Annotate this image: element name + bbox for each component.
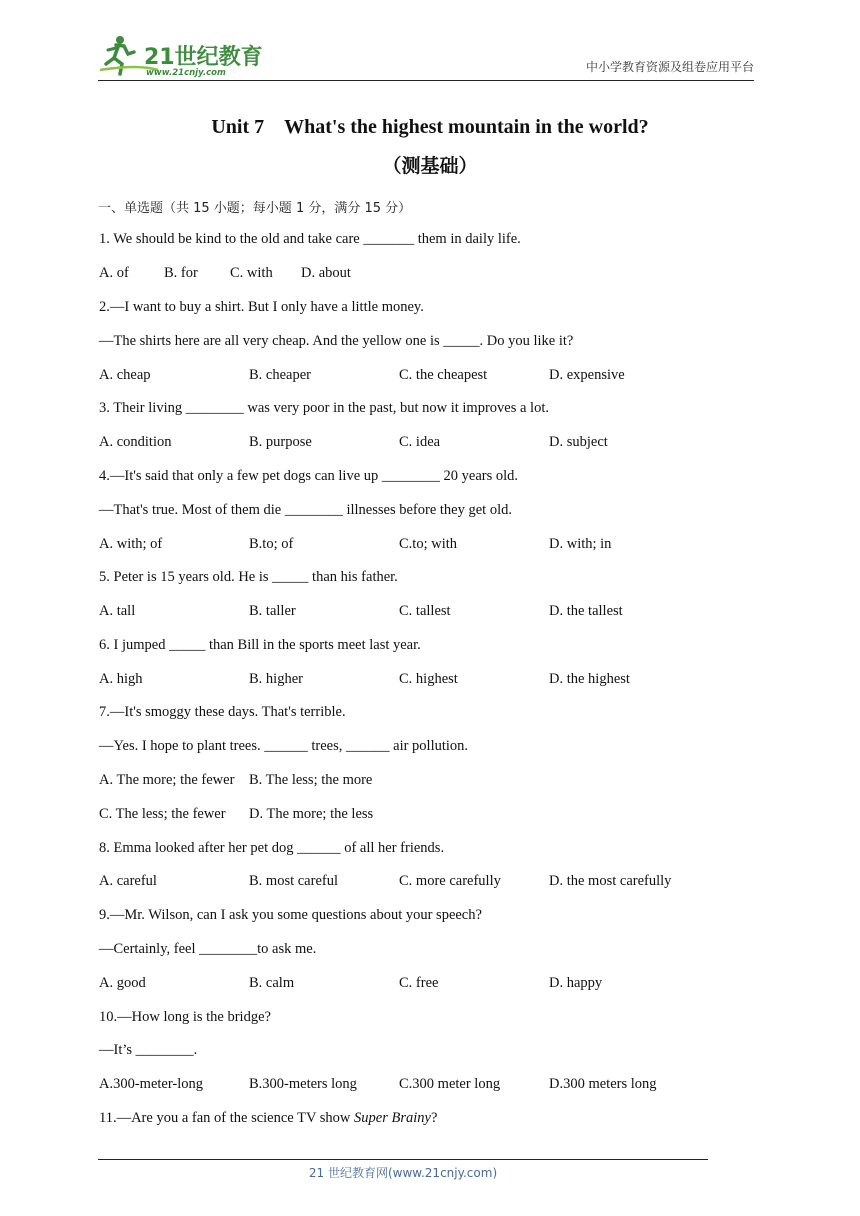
option-c[interactable]: C. The less; the fewer: [99, 806, 226, 822]
question-1-text: 1. We should be kind to the old and take care _______ them in daily life.: [99, 231, 521, 247]
question-11-prefix: 11.—Are you a fan of the science TV show: [99, 1110, 355, 1126]
option-d[interactable]: D. happy: [549, 975, 603, 991]
question-11-suffix: ?: [430, 1110, 438, 1126]
option-d[interactable]: D. the most carefully: [549, 873, 672, 889]
question-4-text-2: —That's true. Most of them die ________ illnesses before they get old.: [99, 502, 512, 518]
question-2-text: 2.—I want to buy a shirt. But I only have a little money.: [99, 299, 424, 315]
option-a[interactable]: A. careful: [99, 873, 157, 889]
question-4-text: 4.—It's said that only a few pet dogs can live up ________ 20 years old.: [99, 468, 519, 484]
question-7-text-2: —Yes. I hope to plant trees. ______ trees, ______ air pollution.: [99, 738, 469, 754]
option-b[interactable]: B.to; of: [249, 536, 294, 552]
option-b[interactable]: B. taller: [249, 603, 296, 619]
option-a[interactable]: A. good: [99, 975, 146, 991]
question-2-text-2: —The shirts here are all very cheap. And the yellow one is _____. Do you like it?: [99, 333, 574, 349]
option-d[interactable]: D. expensive: [549, 367, 625, 383]
option-d[interactable]: D. The more; the less: [249, 806, 374, 822]
logo-url: www.21cnjy.com: [146, 68, 226, 78]
option-b[interactable]: B. for: [164, 265, 198, 281]
option-a[interactable]: A. cheap: [99, 367, 151, 383]
question-9-text: 9.—Mr. Wilson, can I ask you some questions about your speech?: [99, 907, 482, 923]
option-a[interactable]: A. tall: [99, 603, 136, 619]
option-a[interactable]: A. high: [99, 671, 143, 687]
option-c[interactable]: C.to; with: [399, 536, 458, 552]
option-b[interactable]: B. The less; the more: [249, 772, 373, 788]
option-a[interactable]: A. The more; the fewer: [99, 772, 235, 788]
option-b[interactable]: B. calm: [249, 975, 295, 991]
question-10-text: 10.—How long is the bridge?: [99, 1009, 271, 1025]
logo-runner-icon: [98, 34, 268, 78]
question-8-text: 8. Emma looked after her pet dog ______ of all her friends.: [99, 840, 445, 856]
option-c[interactable]: C. with: [230, 265, 273, 281]
option-d[interactable]: D. about: [301, 265, 351, 281]
option-b[interactable]: B. higher: [249, 671, 303, 687]
question-3-text: 3. Their living ________ was very poor in the past, but now it improves a lot.: [99, 400, 549, 416]
page-subtitle: （测基础）: [382, 155, 478, 177]
option-a[interactable]: A. with; of: [99, 536, 163, 552]
page-title: Unit 7 What's the highest mountain in the world?: [211, 116, 649, 138]
option-b[interactable]: B. cheaper: [249, 367, 311, 383]
option-c[interactable]: C. the cheapest: [399, 367, 488, 383]
footer-rule: [98, 1159, 708, 1160]
option-c[interactable]: C. free: [399, 975, 439, 991]
question-11-text: [99, 1108, 437, 1128]
question-9-text-2: —Certainly, feel ________to ask me.: [99, 941, 317, 957]
logo: [98, 34, 268, 78]
option-d[interactable]: D. the highest: [549, 671, 630, 687]
option-b[interactable]: B. most careful: [249, 873, 338, 889]
question-10-text-2: —It’s ________.: [99, 1042, 198, 1058]
show-title: Super Brainy: [354, 1110, 431, 1126]
option-d[interactable]: D.300 meters long: [549, 1076, 657, 1092]
option-c[interactable]: C. highest: [399, 671, 458, 687]
option-c[interactable]: C.300 meter long: [399, 1076, 501, 1092]
page-footer: 21 世纪教育网(www.21cnjy.com): [308, 1166, 498, 1180]
option-c[interactable]: C. idea: [399, 434, 441, 450]
option-d[interactable]: D. the tallest: [549, 603, 623, 619]
option-b[interactable]: B.300-meters long: [249, 1076, 357, 1092]
question-6-text: 6. I jumped _____ than Bill in the sports meet last year.: [99, 637, 421, 653]
question-7-text: 7.—It's smoggy these days. That's terrible.: [99, 704, 346, 720]
section-heading: 一、单选题（共 15 小题；每小题 1 分，满分 15 分）: [98, 201, 412, 216]
option-a[interactable]: A. of: [99, 265, 129, 281]
option-d[interactable]: D. subject: [549, 434, 608, 450]
logo-text: 21世纪教育: [144, 45, 263, 70]
option-a[interactable]: A.300-meter-long: [99, 1076, 203, 1092]
option-a[interactable]: A. condition: [99, 434, 172, 450]
option-c[interactable]: C. more carefully: [399, 873, 501, 889]
option-c[interactable]: C. tallest: [399, 603, 451, 619]
platform-name: 中小学教育资源及组卷应用平台: [585, 60, 754, 74]
page-header: [98, 34, 754, 81]
option-d[interactable]: D. with; in: [549, 536, 612, 552]
question-5-text: 5. Peter is 15 years old. He is _____ than his father.: [99, 569, 398, 585]
option-b[interactable]: B. purpose: [249, 434, 312, 450]
